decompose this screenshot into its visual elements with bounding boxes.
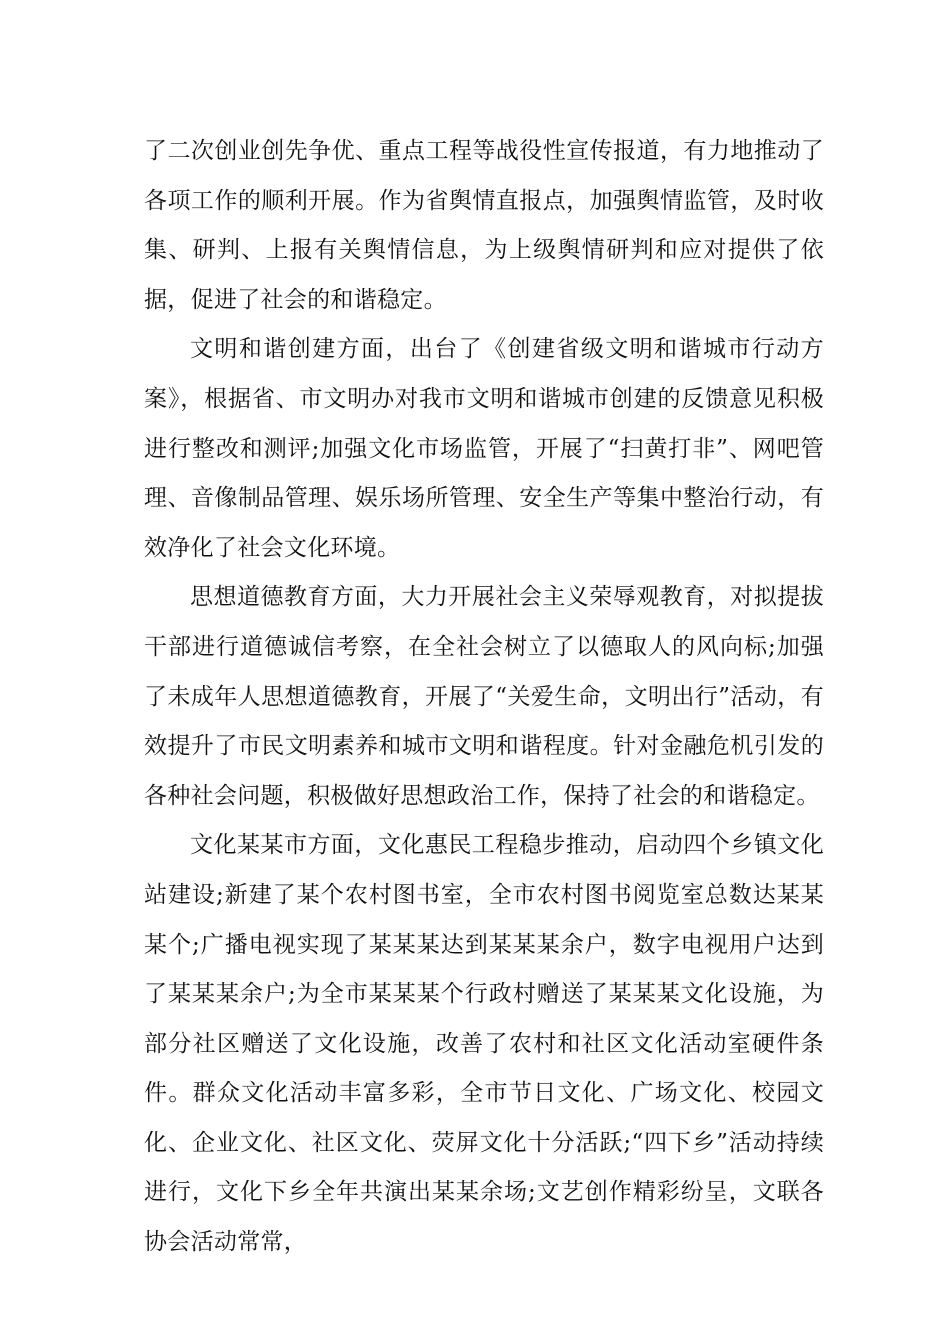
document-body <box>144 127 824 1268</box>
paragraph-moral-education: 思想道德教育方面，大力开展社会主义荣辱观教育，对拟提拔干部进行道德诚信考察，在全社会树立了以德取人的风向标;加强了未成年人思想道德教育，开展了“关爱生命，文明出行”活动，有效提升了市民文明素养和城市文明和谐程度。针对金融危机引发的各种社会问题，积极做好思想政治工作，保持了社会的和谐稳定。 <box>144 584 824 809</box>
paragraph-culture: 文化某某市方面，文化惠民工程稳步推动，启动四个乡镇文化站建设;新建了某个农村图书室，全市农村图书阅览室总数达某某某个;广播电视实现了某某某达到某某某余户，数字电视用户达到了某某某余户;为全市某某某个行政村赠送了某某某文化设施，为部分社区赠送了文化设施，改善了农村和社区文化活动室硬件条件。群众文化活动丰富多彩，全市节日文化、广场文化、校园文化、企业文化、社区文化、荧屏文化十分活跃;“四下乡”活动持续进行，文化下乡全年共演出某某余场;文艺创作精彩纷呈，文联各协会活动常常， <box>144 832 824 1256</box>
paragraph-civilization-harmony: 文明和谐创建方面，出台了《创建省级文明和谐城市行动方案》，根据省、市文明办对我市文明和谐城市创建的反馈意见积极进行整改和测评;加强文化市场监管，开展了“扫黄打非”、网吧管理、音像制品管理、娱乐场所管理、安全生产等集中整治行动，有效净化了社会文化环境。 <box>144 336 824 561</box>
paragraph-continuation: 了二次创业创先争优、重点工程等战役性宣传报道，有力地推动了各项工作的顺利开展。作为省舆情直报点，加强舆情监管，及时收集、研判、上报有关舆情信息，为上级舆情研判和应对提供了依据，促进了社会的和谐稳定。 <box>144 138 824 313</box>
